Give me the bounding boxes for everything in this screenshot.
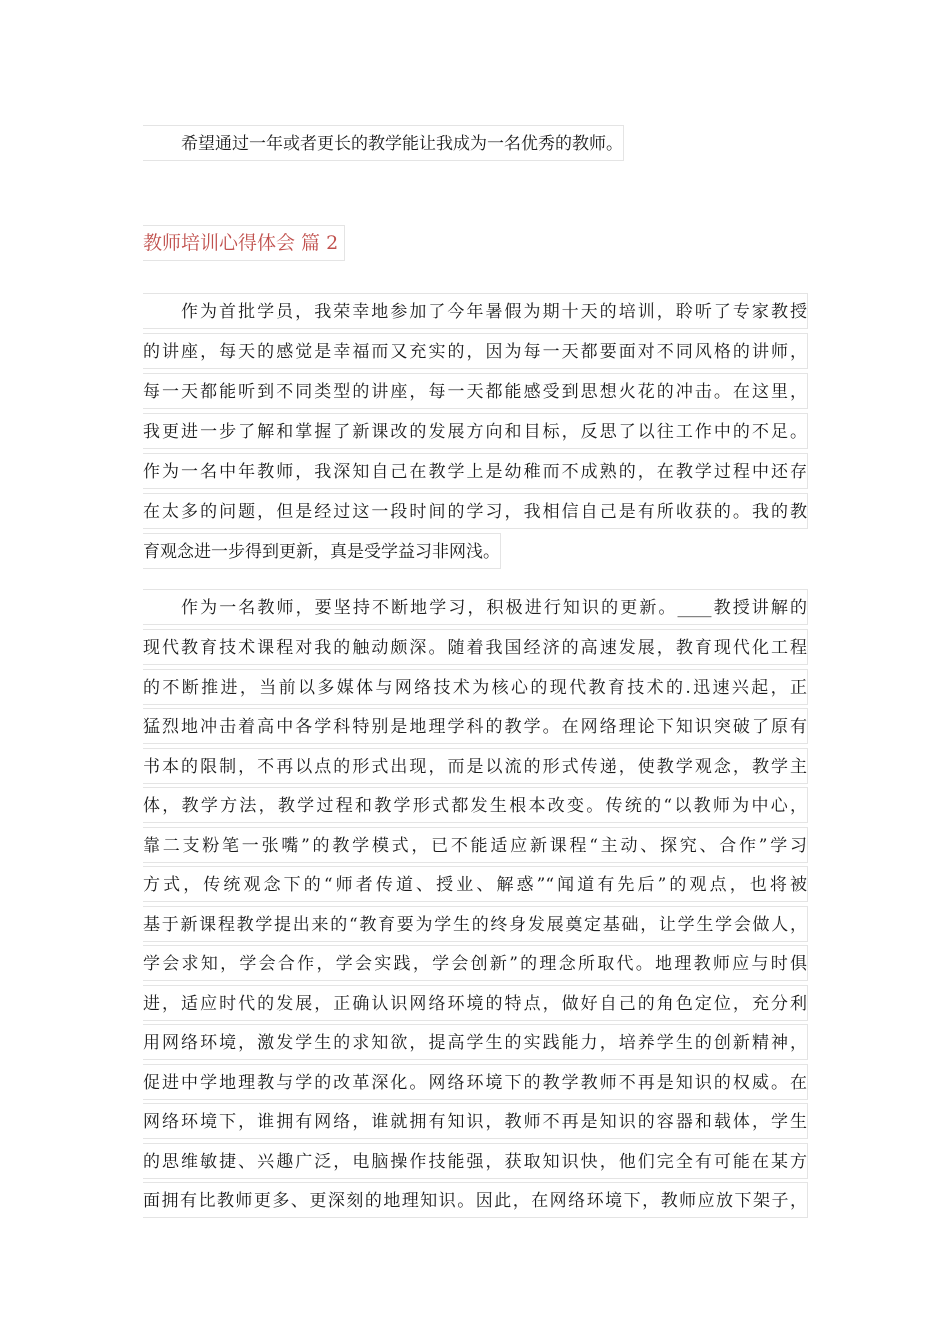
paragraph-line: 作为一名教师，要坚持不断地学习，积极进行知识的更新。____教授讲解的 — [143, 589, 808, 625]
paragraph-line: 面拥有比教师更多、更深刻的地理知识。因此，在网络环境下，教师应放下架子， — [143, 1182, 808, 1218]
paragraph-line: 每一天都能听到不同类型的讲座，每一天都能感受到思想火花的冲击。在这里， — [143, 373, 808, 409]
paragraph-line: 用网络环境，激发学生的求知欲，提高学生的实践能力，培养学生的创新精神， — [143, 1024, 808, 1060]
paragraph-line: 促进中学地理教与学的改革深化。网络环境下的教学教师不再是知识的权威。在 — [143, 1064, 808, 1100]
paragraph-line: 基于新课程教学提出来的“教育要为学生的终身发展奠定基础，让学生学会做人， — [143, 906, 808, 942]
paragraph-line: 作为首批学员，我荣幸地参加了今年暑假为期十天的培训，聆听了专家教授 — [143, 293, 808, 329]
paragraph-line: 的思维敏捷、兴趣广泛，电脑操作技能强，获取知识快，他们完全有可能在某方 — [143, 1143, 808, 1179]
paragraph-line: 进，适应时代的发展，正确认识网络环境的特点，做好自己的角色定位，充分利 — [143, 985, 808, 1021]
paragraph-line: 的不断推进，当前以多媒体与网络技术为核心的现代教育技术的.迅速兴起，正 — [143, 669, 808, 705]
paragraph-line: 靠二支粉笔一张嘴”的教学模式，已不能适应新课程“主动、探究、合作”学习 — [143, 827, 808, 863]
paragraph-line: 方式，传统观念下的“师者传道、授业、解惑”“闻道有先后”的观点，也将被 — [143, 866, 808, 902]
paragraph-line: 在太多的问题，但是经过这一段时间的学习，我相信自己是有所收获的。我的教 — [143, 493, 808, 529]
paragraph-line: 学会求知，学会合作，学会实践，学会创新”的理念所取代。地理教师应与时俱 — [143, 945, 808, 981]
paragraph-line: 的讲座，每天的感觉是幸福而又充实的，因为每一天都要面对不同风格的讲师， — [143, 333, 808, 369]
paragraph-line: 我更进一步了解和掌握了新课改的发展方向和目标，反思了以往工作中的不足。 — [143, 413, 808, 449]
paragraph-line: 书本的限制，不再以点的形式出现，而是以流的形式传递，使教学观念，教学主 — [143, 748, 808, 784]
paragraph-line: 作为一名中年教师，我深知自己在教学上是幼稚而不成熟的，在教学过程中还存 — [143, 453, 808, 489]
paragraph-line: 现代教育技术课程对我的触动颇深。随着我国经济的高速发展，教育现代化工程 — [143, 629, 808, 665]
paragraph-line: 网络环境下，谁拥有网络，谁就拥有知识，教师不再是知识的容器和载体，学生 — [143, 1103, 808, 1139]
paragraph-line: 猛烈地冲击着高中各学科特别是地理学科的教学。在网络理论下知识突破了原有 — [143, 708, 808, 744]
closing-line: 希望通过一年或者更长的教学能让我成为一名优秀的教师。 — [143, 125, 624, 161]
paragraph-line: 体，教学方法，教学过程和教学形式都发生根本改变。传统的“以教师为中心， — [143, 787, 808, 823]
paragraph-line: 育观念进一步得到更新，真是受学益习非网浅。 — [143, 533, 501, 569]
section-heading: 教师培训心得体会 篇 2 — [143, 225, 345, 261]
